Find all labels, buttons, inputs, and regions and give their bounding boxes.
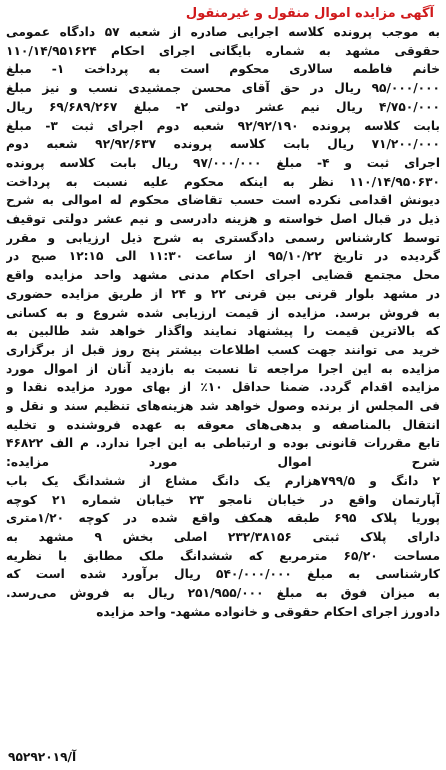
notice-line: که بالاترین قیمت را پیشنهاد نمایند واگذار خواهد شد طالبین به <box>6 324 440 339</box>
notice-line: محل مجتمع قضایی اجرای احکام مدنی مشهد واحد مزایده واقع <box>6 268 440 283</box>
notice-reference-code: آ/۹۵۲۹۲۰۱۹ <box>8 750 77 764</box>
notice-line: ۴/۷۵۰/۰۰۰ ریال نیم عشر دولتی ۲- مبلغ ۶۹/۶۸۹/۲۶۷ ریال <box>6 99 440 114</box>
notice-line: حقوقی مشهد به شماره بایگانی اجرای احکام ۱۱۰/۱۴/۹۵۱۶۲۴ <box>6 43 440 58</box>
notice-line: دیونش اقدامی نکرده است حسب تقاضای محکوم له اموالی به شرح <box>6 193 440 208</box>
notice-line: مزایده به این اجرا مراجعه تا نسبت به بازدید آنان از اموال مورد <box>6 361 440 376</box>
notice-line: خرید می توانند جهت کسب اطلاعات بیشتر پنج روز قبل از برگزاری <box>6 342 440 357</box>
notice-line: انتقال بالمناصفه و بدهی‌های معوقه به عهده فروشنده و تخلیه <box>6 417 440 432</box>
notice-line: ذیل در قبال اصل خواسته و هزینه دادرسی و نیم عشر دولتی توقیف <box>6 212 440 227</box>
notice-line: ۲ دانگ و ۷۹۹/۵هزارم یک دانگ مشاع از ششدانگ یک باب <box>6 473 440 488</box>
notice-line: بابت کلاسه پرونده ۹۲/۹۲/۱۹۰ شعبه دوم اجرای ثبت ۳- مبلغ <box>6 118 440 133</box>
notice-line: به موجب پرونده کلاسه اجرایی صادره از شعبه ۵۷ دادگاه عمومی <box>6 25 440 39</box>
notice-line: اجرای ثبت و ۴- مبلغ ۹۷/۰۰۰/۰۰۰ ریال بابت کلاسه پرونده <box>6 155 440 170</box>
notice-line: توسط کارشناس رسمی دادگستری به شرح ذیل ارزیابی و مقرر <box>6 230 440 245</box>
notice-line: به میزان فوق به مبلغ ۲۵۱/۹۵۵/۰۰۰ ریال به فروش می‌رسد. <box>6 586 440 601</box>
notice-line: دادورز اجرای احکام حقوقی و خانواده مشهد- واحد مزایده <box>96 604 440 619</box>
notice-title: آگهی مزایده اموال منقول و غیرمنقول <box>185 6 434 21</box>
notice-line: کارشناسی به مبلغ ۵۴۰/۰۰۰/۰۰۰ ریال برآورد شده است که <box>6 567 440 582</box>
notice-body <box>6 23 440 622</box>
notice-line: ۹۵/۰۰۰/۰۰۰ ریال در حق آقای محسن جمشیدی نسب و نیز مبلغ <box>6 81 440 96</box>
notice-line: مزایده اقدام گردد. ضمنا حداقل ۱۰٪ از بهای مورد مزایده نقدا و <box>6 380 440 395</box>
notice-line: پوریا پلاک ۶۹۵ طبقه همکف واقع شده در کوچه ۱/۲۰متری <box>6 511 440 526</box>
notice-line: گردیده در تاریخ ۹۵/۱۰/۲۲ از ساعت ۱۱:۳۰ الی ۱۲:۱۵ صبح در <box>6 249 440 264</box>
notice-line: ۱۱۰/۱۴/۹۵۰۶۳۰ نظر به اینکه محکوم علیه نسبت به پرداخت <box>6 174 440 189</box>
notice-line: آپارتمان واقع در خیابان نامجو ۲۳ خیابان شماره ۲۱ کوچه <box>6 492 440 507</box>
notice-line: تابع مقررات قانونی بوده و ارتباطی به این اجرا ندارد. م الف ۴۶۸۲۲ <box>6 436 440 451</box>
notice-line: فی المجلس از برنده وصول خواهد شد هزینه‌های تنظیم سند و نقل و <box>6 399 440 414</box>
notice-line: مساحت ۶۵/۲۰ مترمربع که ششدانگ ملک مطابق با نظریه <box>6 548 440 563</box>
notice-line: خانم فاطمه سالاری محکوم است به پرداخت ۱- مبلغ <box>6 62 440 77</box>
notice-line: ۷۱/۲۰۰/۰۰۰ ریال بابت کلاسه پرونده ۹۲/۹۲/۶۳۷ شعبه دوم <box>6 137 440 152</box>
notice-line: به فروش برسد. مزایده از قیمت ارزیابی شده شروع و به کسانی <box>6 305 440 320</box>
notice-line: شرح اموال مورد مزایده: <box>6 455 440 470</box>
notice-line: در مشهد بلوار قرنی بین قرنی ۲۲ و ۲۴ از طریق مزایده حضوری <box>6 286 440 301</box>
notice-line: دارای پلاک ثبتی ۲۳۲/۳۸۱۵۶ اصلی بخش ۹ مشهد به <box>6 529 440 544</box>
